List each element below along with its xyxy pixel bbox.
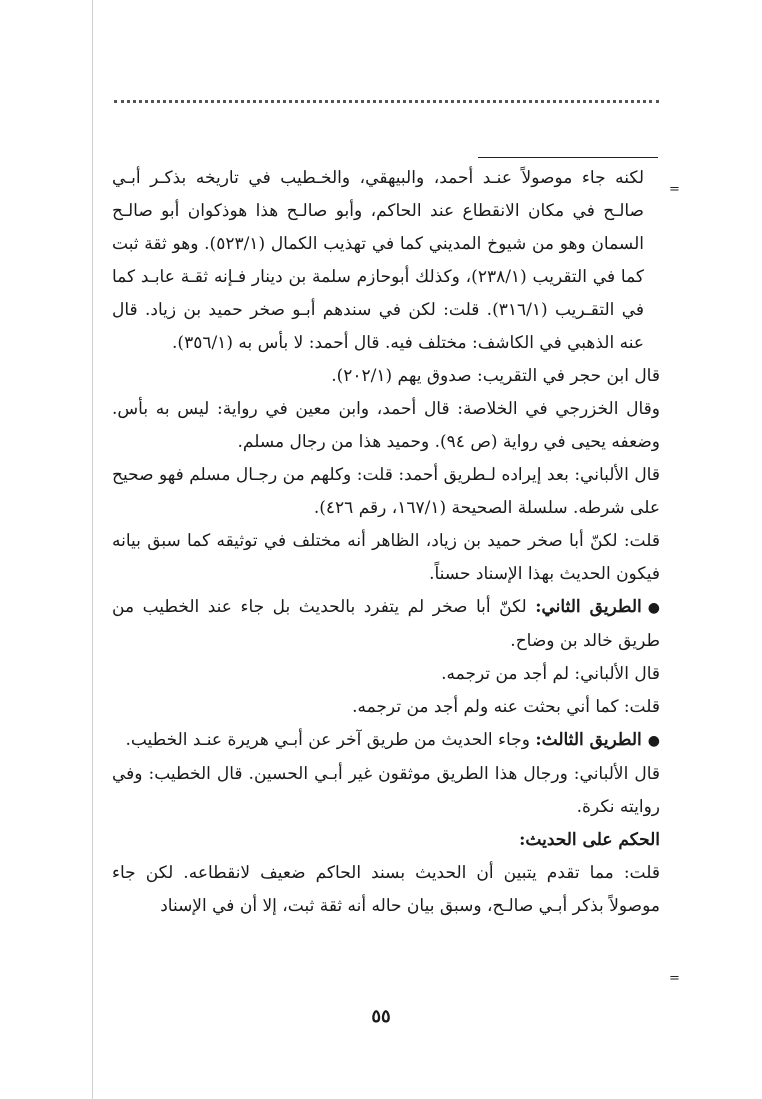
paragraph-text: قلت: لكنّ أبا صخر حميد بن زياد، الظاهر أنه مختلف في توثيقه كما سبق بيانه فيكون الحديث بهذا الإسناد حسناً. — [112, 531, 660, 584]
paragraph-p7 — [112, 658, 660, 691]
paragraph-heading: الطريق الثاني: — [535, 597, 642, 617]
paragraph-p11 — [112, 824, 660, 857]
page-number: ٥٥ — [371, 1006, 391, 1027]
paragraph-p12 — [112, 857, 660, 923]
paragraph-text: لكنه جاء موصولاً عنـد أحمد، والبيهقي، والخـطيب في تاريخه بذكـر أبـي صالـح في مكان الانقطاع عند الحاكم، وأبو صالـح هذا هوذكوان أبو صالـح السمان وهو من شيوخ المديني كما في تهذيب الكمال (٥٢٣/١). وهو ثقة ثبت كما في التقريب (٢٣٨/١)، وكذلك أبوحازم سلمة بن دينار فـإنه ثقـة عابـد كما في التقـريب (٣١٦/١). قلت: لكن في سندهم أبـو صخر حميد بن زياد. قال عنه الذهبي في الكاشف: مختلف فيه. قال أحمد: لا بأس به (٣٥٦/١). — [112, 168, 645, 353]
bullet-icon: ● — [647, 733, 660, 749]
paragraph-text: لكنّ أبا صخر لم يتفرد بالحديث بل جاء عند الخطيب من طريق خالد بن وضاح. — [112, 597, 660, 651]
paragraph-text: قلت: كما أني بحثت عنه ولم أجد من ترجمه. — [352, 697, 660, 717]
paragraph-p2 — [112, 360, 660, 393]
paragraph-text: قلت: مما تقدم يتبين أن الحديث بسند الحاكم ضعيف لانقطاعه. لكن جاء موصولاً بذكر أبـي صالـح، وسبق بيان حاله أنه ثقة ثبت، إلا أن في الإسناد — [112, 863, 660, 916]
paragraph-p6 — [112, 591, 660, 658]
bullet-icon: ● — [647, 600, 661, 616]
header-dotted-rule — [114, 100, 659, 103]
paragraph-p10 — [112, 758, 660, 824]
paragraph-p8 — [112, 691, 660, 724]
continuation-mark-top: = — [669, 182, 680, 197]
footnote-text-block — [112, 162, 660, 923]
paragraph-p5 — [112, 525, 660, 591]
paragraph-heading: الطريق الثالث: — [535, 730, 642, 750]
paragraph-heading: الحكم على الحديث: — [519, 830, 660, 850]
paragraph-text: وقال الخزرجي في الخلاصة: قال أحمد، وابن معين في رواية: ليس به بأس. وضعفه يحيى في رواية (ص ٩٤). وحميد هذا من رجال مسلم. — [112, 399, 660, 452]
continuation-mark-bottom: = — [669, 971, 680, 986]
footnote-separator-rule — [478, 157, 658, 158]
paragraph-text: قال الألباني: ورجال هذا الطريق موثقون غير أبـي الحسين. قال الخطيب: وفي روايته نكرة. — [112, 764, 660, 817]
paragraph-p9 — [112, 724, 660, 758]
paragraph-text: قال الألباني: بعد إيراده لـطريق أحمد: قلت: وكلهم من رجـال مسلم فهو صحيح على شرطه. سلسلة الصحيحة (١٦٧/١، رقم ٤٢٦). — [112, 465, 660, 518]
paragraph-p4 — [112, 459, 660, 525]
paragraph-text: وجاء الحديث من طريق آخر عن أبـي هريرة عنـد الخطيب. — [125, 730, 530, 750]
paragraph-p1 — [112, 162, 660, 360]
paragraph-text: قال الألباني: لم أجد من ترجمه. — [441, 664, 660, 684]
paragraph-p3 — [112, 393, 660, 459]
paragraph-text: قال ابن حجر في التقريب: صدوق يهم (٢٠٢/١). — [331, 366, 660, 386]
page-margin-line — [92, 0, 93, 1099]
